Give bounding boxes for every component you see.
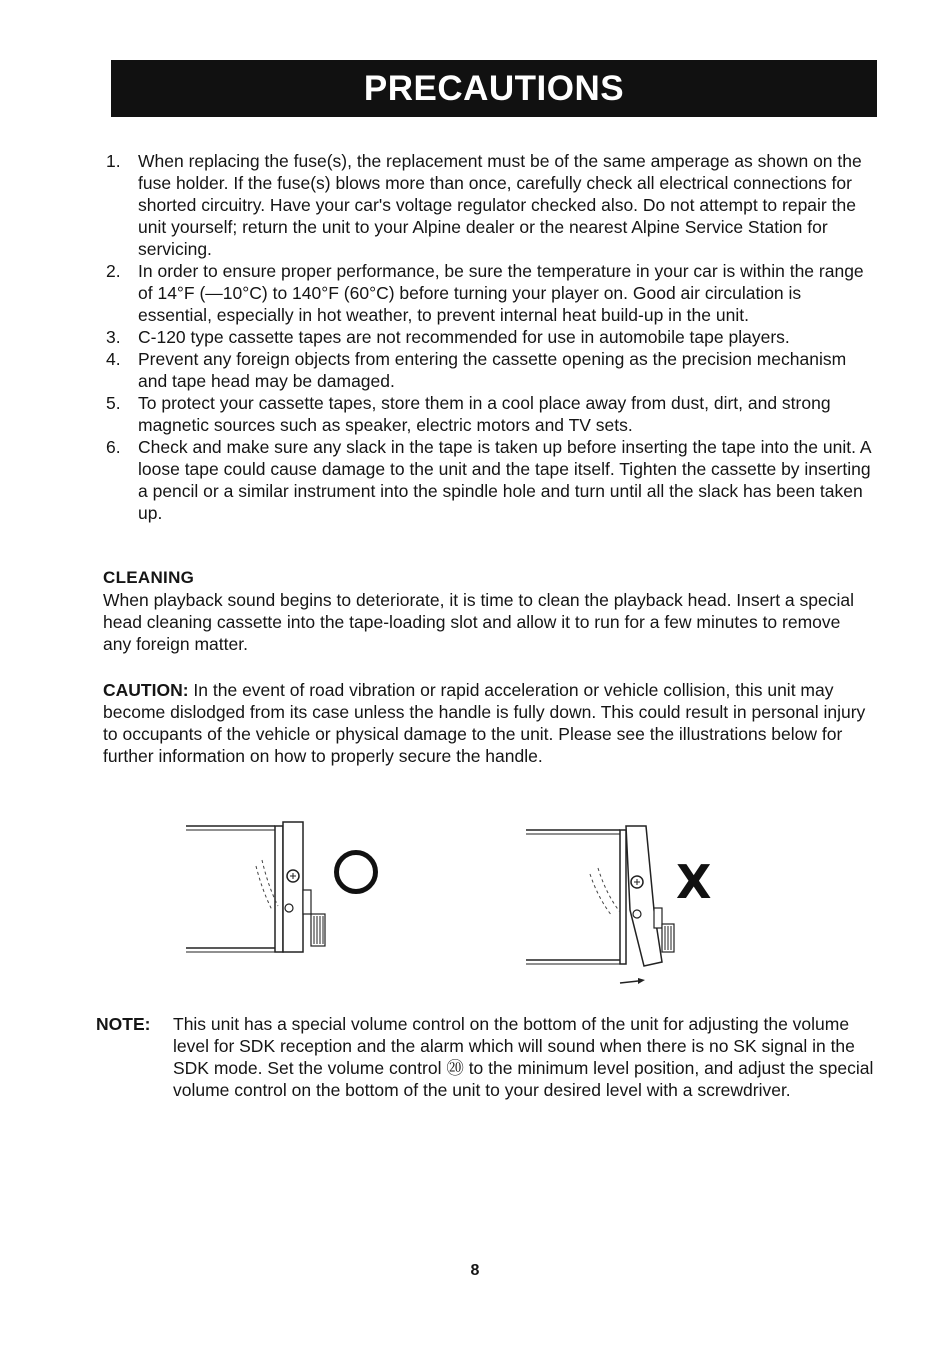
note-section (96, 1013, 876, 1101)
caution-section (103, 679, 873, 767)
cleaning-section (103, 567, 873, 655)
handle-incorrect-illustration (520, 790, 690, 990)
list-item (106, 326, 876, 348)
incorrect-mark: X (676, 855, 712, 909)
note-label: NOTE: (96, 1014, 151, 1034)
item-text: In order to ensure proper performance, be sure the temperature in your car is within the range of 14°F (—10°C) to 140°F (60°C) before turning your player on. Good air circulation is essential, especially in hot weather, to prevent internal heat build-up in the unit. (138, 261, 864, 325)
cleaning-text: When playback sound begins to deteriorate, it is time to clean the playback head. Insert a special head cleaning cassette into the tape-loading slot and allow it to run for a few minutes to remove any foreign matter. (103, 590, 854, 654)
note-text: This unit has a special volume control on the bottom of the unit for adjusting the volume level for SDK reception and the alarm which will sound when there is no SK signal in the SDK mode. Set the volume control ⑳ to the minimum level position, and adjust the special volume control on the bottom of the unit to your desired level with a screwdriver. (173, 1014, 874, 1100)
item-number: 4. (106, 349, 121, 369)
correct-mark (334, 850, 378, 894)
item-number: 2. (106, 261, 121, 281)
caution-text: In the event of road vibration or rapid acceleration or vehicle collision, this unit may become dislodged from its case unless the handle is fully down. This could result in personal injury to occupants of the vehicle or physical damage to the unit. Please see the illustrations below for further information on how to properly secure the handle. (103, 680, 866, 766)
item-text: Prevent any foreign objects from entering the cassette opening as the precision mechanism and tape head may be damaged. (138, 349, 847, 391)
precautions-list (106, 150, 876, 524)
page-title: PRECAUTIONS (363, 68, 625, 108)
item-number: 3. (106, 327, 121, 347)
caution-label: CAUTION: (103, 680, 189, 700)
item-text: When replacing the fuse(s), the replacement must be of the same amperage as shown on the fuse holder. If the fuse(s) blows more than once, carefully check all electrical connections for shorted circuitry. Have your car's voltage regulator checked also. Do not attempt to repair the unit yourself; return the unit to your Alpine dealer or the nearest Alpine Service Station for servicing. (138, 151, 862, 259)
item-text: To protect your cassette tapes, store them in a cool place away from dust, dirt, and strong magnetic sources such as speaker, electric motors and TV sets. (138, 393, 831, 435)
list-item (106, 436, 876, 524)
list-item (106, 260, 876, 326)
page-number: 8 (470, 1262, 480, 1279)
item-number: 5. (106, 393, 121, 413)
item-text: Check and make sure any slack in the tape is taken up before inserting the tape into the unit. A loose tape could cause damage to the unit and the tape itself. Tighten the cassette by inserting a pencil or a similar instrument into the spindle hole and turn until all the slack has been taken up. (138, 437, 871, 523)
item-number: 6. (106, 437, 121, 457)
list-item (106, 348, 876, 392)
item-text: C-120 type cassette tapes are not recommended for use in automobile tape players. (138, 327, 790, 347)
list-item (106, 392, 876, 436)
list-item (106, 150, 876, 260)
title-bar (111, 60, 877, 117)
item-number: 1. (106, 151, 121, 171)
cleaning-heading: CLEANING (103, 568, 195, 587)
